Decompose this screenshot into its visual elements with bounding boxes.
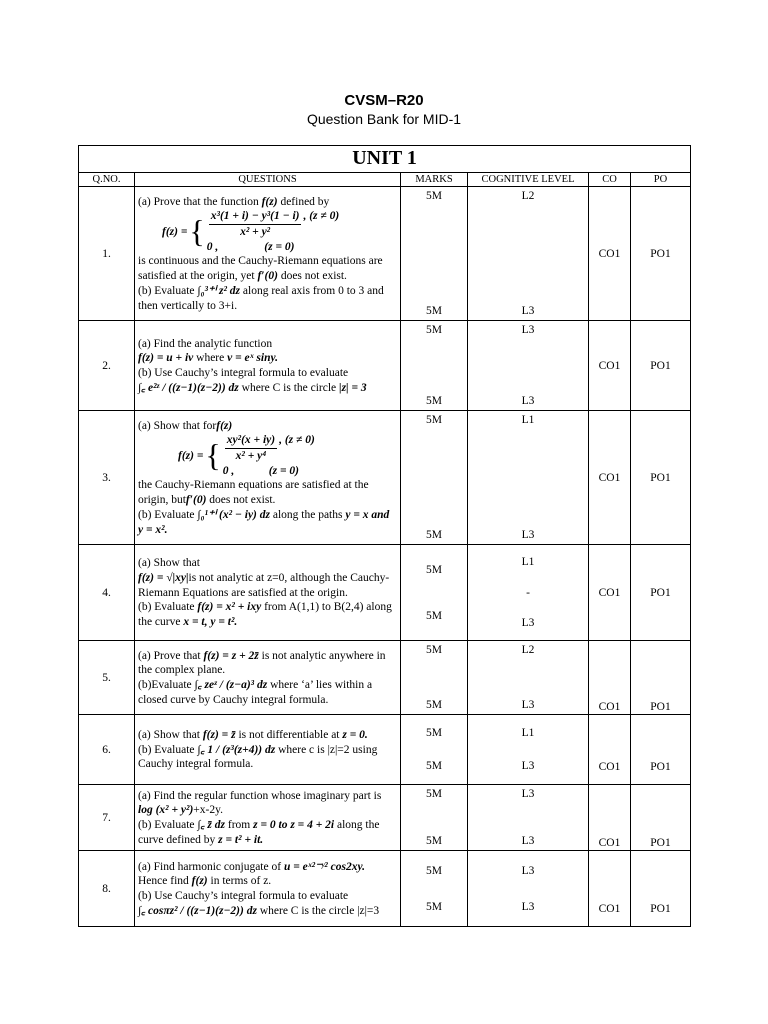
col-header-co: CO — [589, 173, 631, 187]
question-part-a: (a) Show that forf(z) f(z) = { $\frac{\text{xy²(x + iy)}}{\text{x² + y⁴}}$ , (z ≠ 0) 0 , (z = 0) the Cauchy-Riemann equations are satisfied at the origin, butf′(0) does not exist. — [138, 420, 397, 507]
piecewise-definition: f(z) = { $\frac{\text{x³(1 + i) − y³(1 − i)}}{\text{x² + y²}}$ , (z ≠ 0) 0 , (z = 0) — [162, 210, 340, 253]
co-cell: CO1 — [589, 187, 631, 321]
marks-cell: 5M 5M — [401, 411, 468, 545]
cognitive-level-cell: L1 - L3 — [468, 545, 589, 641]
po-cell: PO1 — [631, 411, 691, 545]
po-cell: PO1 — [631, 641, 691, 715]
question-part-a: (a) Find the analytic function f(z) = u + iv where v = eˣ siny. — [138, 337, 279, 365]
col-header-cognitive-level: COGNITIVE LEVEL — [468, 173, 589, 187]
co-cell: CO1 — [589, 321, 631, 411]
marks-cell: 5M 5M — [401, 187, 468, 321]
question-part-a: (a) Prove that the function f(z) defined by f(z) = { $\frac{\text{x³(1 + i) − y³(1 − i)}}{\text{x² + y²}}$ , (z ≠ 0) 0 , (z = 0) is continuous and the Cauchy-Riemann equations are satisfied at the origin, yet f′(0) does not exist. — [138, 196, 397, 283]
co-cell: CO1 — [589, 851, 631, 927]
co-cell: CO1 — [589, 715, 631, 785]
cognitive-level-cell: L1 L3 — [468, 411, 589, 545]
question-number: 7. — [79, 785, 135, 851]
po-cell: PO1 — [631, 851, 691, 927]
question-part-b: (b) Evaluate ∫₀¹⁺ⁱ (x² − iy) dz along the paths y = x and y = x². — [138, 508, 390, 536]
co-cell: CO1 — [589, 641, 631, 715]
marks-cell: 5M 5M — [401, 641, 468, 715]
document-subtitle: Question Bank for MID-1 — [306, 111, 462, 127]
question-text — [135, 641, 401, 715]
co-cell: CO1 — [589, 545, 631, 641]
marks-cell: 5M 5M — [401, 321, 468, 411]
po-cell: PO1 — [631, 715, 691, 785]
table-row — [79, 321, 691, 411]
cognitive-level-cell: L2 L3 — [468, 641, 589, 715]
cognitive-level-cell: L2 L3 — [468, 187, 589, 321]
cognitive-level-cell: L3 L3 — [468, 785, 589, 851]
question-bank-table — [78, 145, 691, 927]
question-part-b: (b) Evaluate f(z) = x² + ixy from A(1,1) to B(2,4) along the curve x = t, y = t². — [138, 601, 392, 629]
co-cell: CO1 — [589, 411, 631, 545]
po-cell: PO1 — [631, 321, 691, 411]
table-header-row — [79, 173, 691, 187]
question-text — [135, 187, 401, 321]
po-cell: PO1 — [631, 545, 691, 641]
po-cell: PO1 — [631, 785, 691, 851]
question-part-b: (b) Evaluate ∫₀³⁺ⁱ z² dz along real axis from 0 to 3 and then vertically to 3+i. — [138, 284, 384, 312]
piecewise-definition: f(z) = { $\frac{\text{xy²(x + iy)}}{\text{x² + y⁴}}$ , (z ≠ 0) 0 , (z = 0) — [178, 434, 315, 477]
question-text — [135, 321, 401, 411]
question-text — [135, 851, 401, 927]
question-text — [135, 785, 401, 851]
marks-cell: 5M 5M — [401, 715, 468, 785]
question-text — [135, 545, 401, 641]
marks-cell: 5M 5M — [401, 851, 468, 927]
question-number: 3. — [79, 411, 135, 545]
question-part-a: (a) Show that f(z) = z̄ is not differentiable at z = 0. — [138, 728, 368, 741]
question-number: 1. — [79, 187, 135, 321]
table-row — [79, 715, 691, 785]
question-number: 6. — [79, 715, 135, 785]
col-header-qno: Q.NO. — [79, 173, 135, 187]
question-part-a: (a) Prove that f(z) = z + 2z̄ is not analytic anywhere in the complex plane. — [138, 649, 386, 677]
co-cell: CO1 — [589, 785, 631, 851]
cognitive-level-cell: L3 L3 — [468, 321, 589, 411]
question-number: 4. — [79, 545, 135, 641]
marks-cell: 5M 5M — [401, 785, 468, 851]
col-header-po: PO — [631, 173, 691, 187]
question-part-a: (a) Find the regular function whose imaginary part is log (x² + y²)+x-2y. — [138, 789, 382, 817]
question-part-b: (b)Evaluate ∫꜀ zeᶻ / (z−a)³ dz where ‘a’ lies within a closed curve by Cauchy integral formula. — [138, 678, 373, 706]
question-part-a: (a) Show that f(z) = √|xy|is not analytic at z=0, although the Cauchy-Riemann Equations are satisfied at the origin. — [138, 557, 390, 599]
table-row — [79, 545, 691, 641]
question-number: 8. — [79, 851, 135, 927]
cognitive-level-cell: L1 L3 — [468, 715, 589, 785]
question-part-b: (b) Evaluate ∫꜀ z̄ dz from z = 0 to z = 4 + 2i along the curve defined by z = t² + it. — [138, 818, 380, 846]
marks-cell: 5M 5M — [401, 545, 468, 641]
col-header-questions: QUESTIONS — [135, 173, 401, 187]
question-part-b: (b) Use Cauchy’s integral formula to evaluate ∫꜀ cosπz² / ((z−1)(z−2)) dz where C is the circle |z|=3 — [138, 889, 380, 917]
question-number: 5. — [79, 641, 135, 715]
question-part-a: (a) Find harmonic conjugate of u = eˣ²⁻ʸ² cos2xy. Hence find f(z) in terms of z. — [138, 860, 366, 888]
unit-title: UNIT 1 — [79, 146, 691, 173]
unit-title-row — [79, 146, 691, 173]
table-row — [79, 187, 691, 321]
table-row — [79, 851, 691, 927]
table-row — [79, 641, 691, 715]
po-cell: PO1 — [631, 187, 691, 321]
table-row — [79, 411, 691, 545]
question-text — [135, 715, 401, 785]
table-row — [79, 785, 691, 851]
col-header-marks: MARKS — [401, 173, 468, 187]
question-number: 2. — [79, 321, 135, 411]
question-part-b: (b) Use Cauchy’s integral formula to evaluate ∫꜀ e²ᶻ / ((z−1)(z−2)) dz where C is the circle |z| = 3 — [138, 366, 367, 394]
question-text — [135, 411, 401, 545]
question-part-b: (b) Evaluate ∫꜀ 1 / (z³(z+4)) dz where c is |z|=2 using Cauchy integral formula. — [138, 743, 378, 771]
document-code: CVSM–R20 — [344, 92, 424, 109]
cognitive-level-cell: L3 L3 — [468, 851, 589, 927]
